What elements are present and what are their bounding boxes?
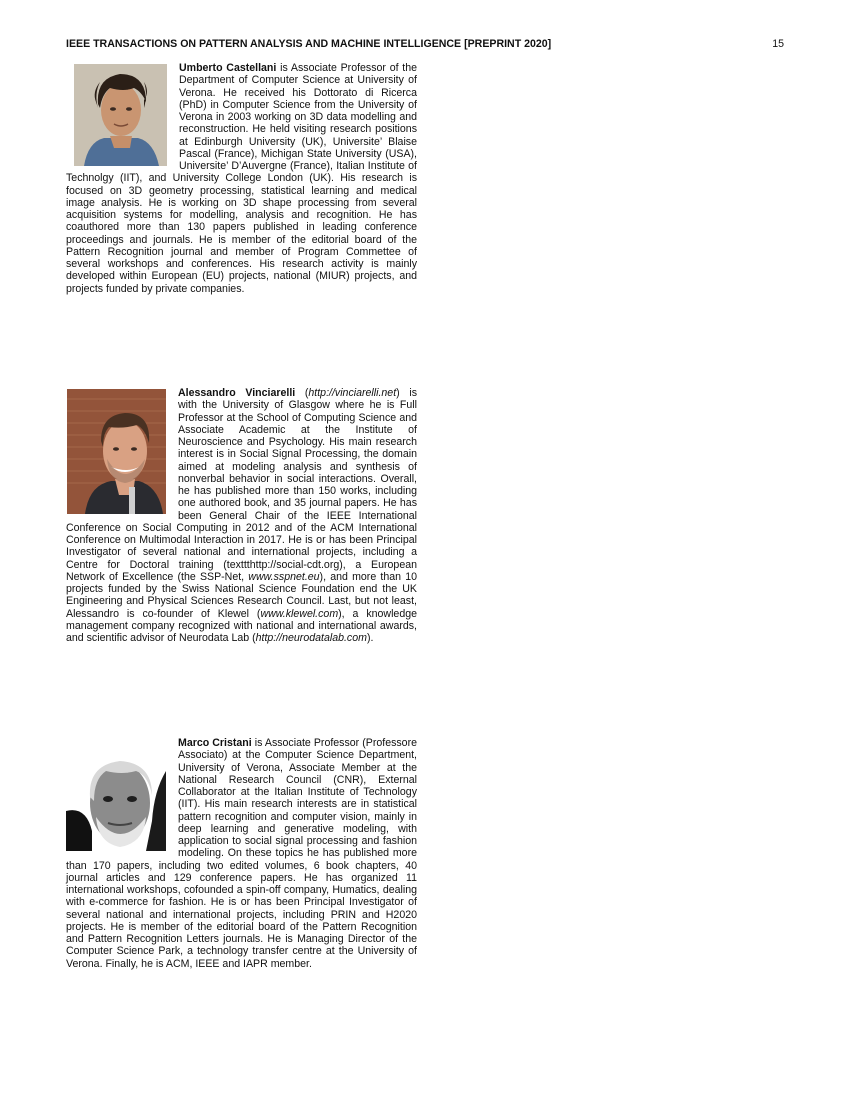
bio-text: ) is with the University of Glasgow where he is Full Professor at the School of Computing Science and Associate Academic at the Institute of Neuroscience and Psychology. His main research interest is in Social Signal Processing, the domain aimed at modeling analysis and synthesis of nonverbal behavior in social interactions. Overall, he has published more than 150 works, including one authored book, and 35 journal papers. He has been General Chair of the IEEE International Conference on Social Computing in 2012 and of the ACM International Conference on Multimodal Interaction in 2017. He is or has been Principal Investigator of several national and international projects, including a Centre for Doctoral training (texttthttp://social-cdt.org), a European Network of Excellence (the SSP-Net, xyxy=(66,387,417,583)
bio-text: is Associate Professor (Professore Associato) at the Computer Science Department, University of Verona, Associate Member at the National Research Council (CNR), External Collaborator at the Italian Institute of Technology (IIT). His main research interests are in statistical pattern recognition and computer vision, mainly in deep learning and generative modeling, with application to social signal processing and fashion modeling. On these topics he has published more than 170 papers, including two edited volumes, 6 book chapters, 40 journal articles and 129 conference papers. He has organized 11 international workshops, cofounded a spin-off company, Humatics, dealing with e-commerce for fashion. He is or has been Principal Investigator of several national and international projects, including PRIN and H2020 projects. He is member of the editorial board of the Pattern Recognition and Pattern Recognition Letters journals. He is Managing Director of the Computer Science Park, a technology transfer centre at the University of Verona. Finally, he is ACM, IEEE and IAPR member. xyxy=(66,737,417,970)
author-photo-cristani xyxy=(66,751,166,851)
journal-title: IEEE TRANSACTIONS ON PATTERN ANALYSIS AND MACHINE INTELLIGENCE [PREPRINT 2020] xyxy=(66,38,552,50)
running-header xyxy=(66,37,784,51)
klewel-url: www.klewel.com xyxy=(260,607,339,620)
author-photo-vinciarelli xyxy=(67,389,166,514)
page-number: 15 xyxy=(772,38,784,50)
author-name: Marco Cristani xyxy=(178,737,252,749)
author-name: Alessandro Vinciarelli xyxy=(178,387,296,399)
biography-vinciarelli: Alessandro Vinciarelli (http://vinciarelli.net) is with the University of Glasgow where he is Full Professor at the School of Computing Science and Associate Academic at the Institute of Neuroscience and Psychology. His main research interest is in Social Signal Processing, the domain aimed at modeling analysis and synthesis of nonverbal behavior in social interactions. Overall, he has published more than 150 works, including one authored book, and 35 journal papers. He has been General Chair of the IEEE International Conference on Social Computing in 2012 and of the ACM International Conference on Multimodal Interaction in 2017. He is or has been Principal Investigator of several national and international projects, including a Centre for Doctoral training (texttthttp://social-cdt.org), a European Network of Excellence (the SSP-Net, www.sspnet.eu), and more than 10 projects funded by the Swiss National Science Foundation end the UK Engineering and Physical Sciences Research Council. Last, but not least, Alessandro is co-founder of Klewel (www.klewel.com), a knowledge management company recognized with national and international awards, and scientific advisor of Neurodata Lab (http://neurodatalab.com). xyxy=(66,387,417,644)
bio-text: is Associate Professor of the Department of Computer Science at University of Verona. He received his Dottorato di Ricerca (PhD) in Computer Science from the University of Verona in 2003 working on 3D data modelling and reconstruction. He held visiting research positions at Edinburgh University (UK), Universite’ Blaise Pascal (France), Michigan State University (USA), Universite’ D’Auvergne (France), Italian Institute of Technolgy (IIT), and University College London (UK). His research is focused on 3D geometry processing, statistical learning and medical image analysis. He is working on 3D shape processing from several acquisition systems for modelling, analysis and recognition. He has coauthored more than 130 papers published in leading conference proceedings and journals. He is member of the editorial board of the Pattern Recognition journal and member of Program Commettee of several workshops and conferences. His research activity is mainly developed within European (EU) projects, national (MIUR) projects, and projects funded by private companies. xyxy=(66,62,418,295)
bio-text-continued: ), and more than 10 projects funded by the Swiss National Science Foundation end the UK Engineering and Physical Sciences Research Council. Last, but not least, Alessandro is co-founder of Klewel ( xyxy=(66,570,417,620)
biography-castellani xyxy=(66,62,417,295)
sspnet-url: www.sspnet.eu xyxy=(248,570,320,583)
bio-text-end: ). xyxy=(366,632,374,644)
neurodatalab-url: http://neurodatalab.com xyxy=(255,632,367,644)
biography-cristani xyxy=(66,737,417,970)
author-name: Umberto Castellani xyxy=(179,62,277,74)
portrait-image xyxy=(66,751,166,851)
portrait-image xyxy=(74,64,167,166)
author-photo-castellani xyxy=(74,64,167,166)
author-homepage-url: http://vinciarelli.net xyxy=(308,387,397,399)
portrait-image xyxy=(67,389,166,514)
bio-text-continued: ), a knowledge management company recognized with national and international awards, and scientific advisor of Neurodata Lab ( xyxy=(66,607,417,644)
